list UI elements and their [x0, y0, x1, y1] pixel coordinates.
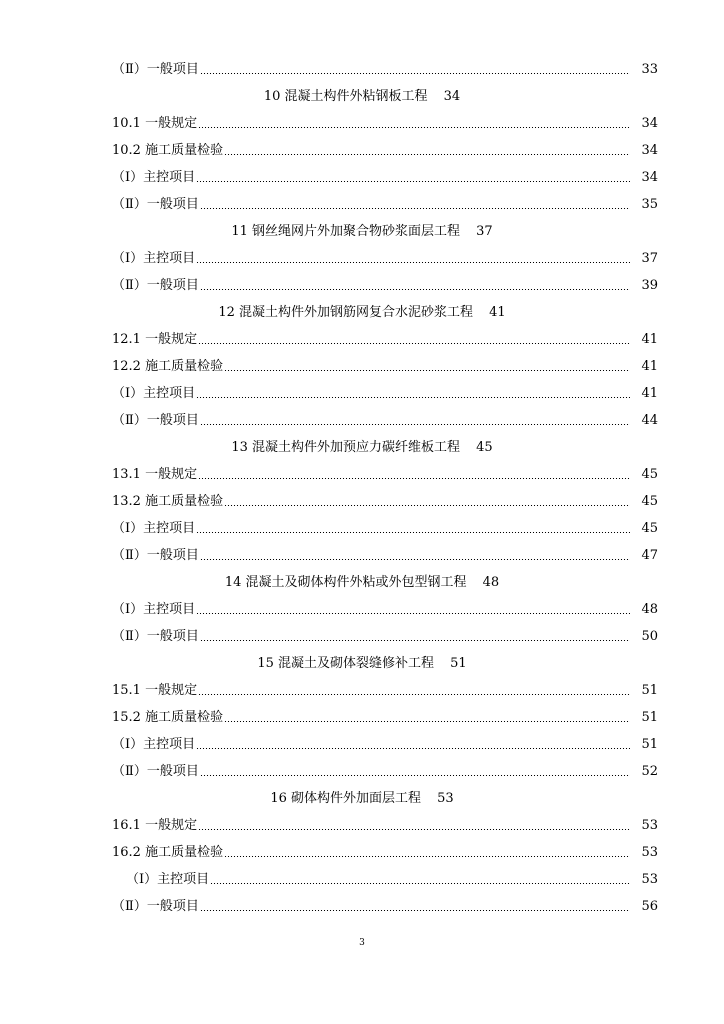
- toc-entry[interactable]: [112, 812, 658, 839]
- toc-entry-label: 12.1 一般规定: [112, 332, 198, 347]
- toc-entry-page-number: 47: [641, 548, 658, 563]
- toc-entry-page-number: 48: [641, 602, 658, 617]
- toc-entry[interactable]: [112, 731, 658, 758]
- table-of-contents: [112, 56, 658, 920]
- toc-entry-page-number: 52: [641, 764, 658, 779]
- toc-entry-page-number: 45: [641, 521, 658, 536]
- toc-entry[interactable]: [112, 596, 658, 623]
- toc-entry-label: 15.2 施工质量检验: [112, 710, 224, 725]
- toc-entry-label: （Ⅱ）一般项目: [112, 548, 199, 563]
- dot-leader: [196, 164, 630, 191]
- dot-leader: [224, 353, 630, 380]
- toc-chapter-heading[interactable]: [112, 218, 612, 245]
- toc-entry[interactable]: [112, 542, 658, 569]
- toc-entry[interactable]: [112, 380, 658, 407]
- toc-entry-page-number: 33: [641, 62, 658, 77]
- toc-entry-label: 15.1 一般规定: [112, 683, 198, 698]
- toc-entry-label: （Ⅱ）一般项目: [112, 629, 199, 644]
- toc-entry-page-number: 50: [641, 629, 658, 644]
- chapter-title: 11 钢丝绳网片外加聚合物砂浆面层工程: [231, 224, 461, 239]
- chapter-page-number: 34: [443, 89, 461, 104]
- toc-entry[interactable]: [112, 272, 658, 299]
- dot-leader: [198, 812, 630, 839]
- toc-entry[interactable]: [112, 704, 658, 731]
- toc-chapter-heading[interactable]: [112, 569, 612, 596]
- toc-entry-page-number: 34: [641, 116, 658, 131]
- toc-entry-page-number: 41: [641, 359, 658, 374]
- chapter-page-number: 51: [450, 656, 467, 671]
- toc-entry-page-number: 51: [641, 683, 658, 698]
- toc-entry[interactable]: [112, 488, 658, 515]
- toc-entry[interactable]: [112, 677, 658, 704]
- chapter-title: 13 混凝土构件外加预应力碳纤维板工程: [231, 440, 461, 455]
- toc-entry-label: （Ⅰ）主控项目: [126, 872, 210, 887]
- dot-leader: [200, 893, 630, 920]
- toc-entry-page-number: 35: [641, 197, 658, 212]
- dot-leader: [200, 623, 630, 650]
- toc-entry[interactable]: [112, 191, 658, 218]
- toc-entry-page-number: 44: [641, 413, 658, 428]
- toc-entry[interactable]: [112, 245, 658, 272]
- toc-entry-page-number: 39: [641, 278, 658, 293]
- dot-leader: [200, 407, 630, 434]
- chapter-page-number: 37: [476, 224, 493, 239]
- toc-entry-page-number: 45: [641, 467, 658, 482]
- chapter-title: 16 砌体构件外加面层工程: [270, 791, 422, 806]
- dot-leader: [224, 137, 630, 164]
- toc-chapter-heading[interactable]: [112, 83, 612, 110]
- toc-entry-page-number: 51: [641, 710, 658, 725]
- toc-entry-label: 10.1 一般规定: [112, 116, 198, 131]
- toc-entry-page-number: 34: [641, 143, 658, 158]
- toc-entry-label: （Ⅰ）主控项目: [112, 737, 196, 752]
- dot-leader: [198, 677, 630, 704]
- toc-entry[interactable]: [112, 758, 658, 785]
- chapter-title: 12 混凝土构件外加钢筋网复合水泥砂浆工程: [218, 305, 474, 320]
- toc-entry[interactable]: [112, 839, 658, 866]
- toc-chapter-heading[interactable]: [112, 650, 612, 677]
- dot-leader: [196, 731, 630, 758]
- toc-entry-page-number: 34: [641, 170, 658, 185]
- chapter-title: 15 混凝土及砌体裂缝修补工程: [257, 656, 435, 671]
- toc-entry-label: 16.2 施工质量检验: [112, 845, 224, 860]
- toc-entry[interactable]: [112, 515, 658, 542]
- dot-leader: [200, 542, 630, 569]
- toc-entry-label: （Ⅰ）主控项目: [112, 386, 196, 401]
- toc-entry-label: 13.2 施工质量检验: [112, 494, 224, 509]
- toc-entry-page-number: 51: [641, 737, 658, 752]
- toc-entry[interactable]: [112, 110, 658, 137]
- dot-leader: [210, 866, 630, 893]
- toc-entry-page-number: 53: [641, 818, 658, 833]
- dot-leader: [224, 488, 630, 515]
- dot-leader: [224, 839, 630, 866]
- toc-entry[interactable]: [112, 407, 658, 434]
- dot-leader: [198, 110, 630, 137]
- toc-entry[interactable]: [112, 893, 658, 920]
- toc-entry[interactable]: [112, 461, 658, 488]
- dot-leader: [200, 191, 630, 218]
- toc-entry-page-number: 53: [641, 845, 658, 860]
- toc-entry[interactable]: [112, 353, 658, 380]
- toc-chapter-heading[interactable]: [112, 785, 612, 812]
- dot-leader: [196, 245, 630, 272]
- toc-entry-label: （Ⅱ）一般项目: [112, 278, 199, 293]
- toc-chapter-heading[interactable]: [112, 299, 612, 326]
- toc-entry-label: （Ⅰ）主控项目: [112, 170, 196, 185]
- chapter-title: 14 混凝土及砌体构件外粘或外包型钢工程: [224, 575, 467, 590]
- toc-entry-label: （Ⅰ）主控项目: [112, 251, 196, 266]
- dot-leader: [224, 704, 630, 731]
- toc-entry-label: （Ⅰ）主控项目: [112, 602, 196, 617]
- toc-entry-page-number: 53: [641, 872, 658, 887]
- toc-entry-label: （Ⅱ）一般项目: [112, 62, 199, 77]
- chapter-page-number: 48: [482, 575, 500, 590]
- toc-entry-label: 16.1 一般规定: [112, 818, 198, 833]
- toc-entry-page-number: 56: [641, 899, 658, 914]
- toc-entry-label: （Ⅱ）一般项目: [112, 413, 199, 428]
- toc-chapter-heading[interactable]: [112, 434, 612, 461]
- toc-entry[interactable]: [112, 326, 658, 353]
- chapter-page-number: 53: [437, 791, 454, 806]
- dot-leader: [198, 326, 630, 353]
- dot-leader: [200, 272, 630, 299]
- toc-entry[interactable]: [112, 56, 658, 83]
- dot-leader: [196, 515, 630, 542]
- toc-entry-page-number: 41: [641, 386, 658, 401]
- toc-entry-page-number: 41: [641, 332, 658, 347]
- toc-entry-label: （Ⅱ）一般项目: [112, 764, 199, 779]
- toc-entry-label: 13.1 一般规定: [112, 467, 198, 482]
- toc-entry-label: （Ⅱ）一般项目: [112, 899, 199, 914]
- dot-leader: [196, 596, 630, 623]
- toc-entry[interactable]: [112, 623, 658, 650]
- toc-entry[interactable]: [112, 866, 658, 893]
- chapter-page-number: 45: [476, 440, 493, 455]
- chapter-page-number: 41: [489, 305, 506, 320]
- toc-entry-page-number: 37: [641, 251, 658, 266]
- dot-leader: [196, 380, 630, 407]
- toc-entry-label: （Ⅰ）主控项目: [112, 521, 196, 536]
- page-footer-number: 3: [359, 938, 365, 948]
- toc-entry-label: 12.2 施工质量检验: [112, 359, 224, 374]
- dot-leader: [200, 56, 630, 83]
- toc-entry-label: （Ⅱ）一般项目: [112, 197, 199, 212]
- dot-leader: [198, 461, 630, 488]
- toc-entry[interactable]: [112, 164, 658, 191]
- toc-entry-label: 10.2 施工质量检验: [112, 143, 224, 158]
- toc-entry[interactable]: [112, 137, 658, 164]
- chapter-title: 10 混凝土构件外粘钢板工程: [263, 89, 428, 104]
- dot-leader: [200, 758, 630, 785]
- toc-entry-page-number: 45: [641, 494, 658, 509]
